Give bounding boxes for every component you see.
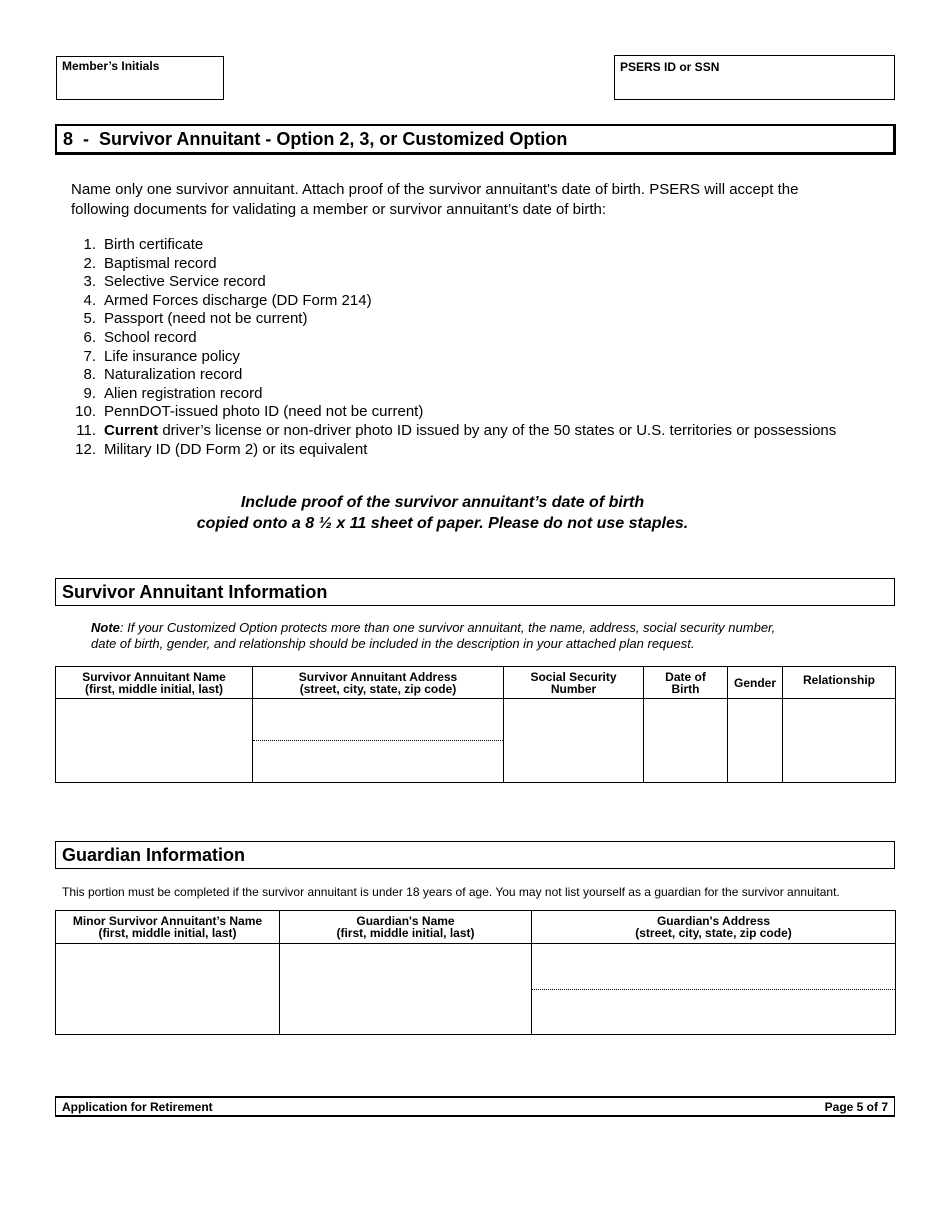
footer-form-name: Application for Retirement [62, 1099, 213, 1114]
page-footer [55, 1096, 895, 1117]
psers-id-label: PSERS ID or SSN [620, 60, 720, 74]
survivor-dob-cell[interactable] [644, 699, 728, 783]
survivor-ssn-cell[interactable] [504, 699, 644, 783]
document-list-item [70, 255, 890, 274]
col-minor-name: Minor Survivor Annuitant’s Name (first, middle initial, last) [56, 911, 280, 944]
document-list-item [70, 403, 890, 422]
accepted-documents-list [70, 236, 890, 459]
survivor-relationship-cell[interactable] [783, 699, 896, 783]
document-text: Passport (need not be current) [104, 310, 308, 328]
document-text: Alien registration record [104, 384, 263, 402]
survivor-info-title: Survivor Annuitant Information [55, 578, 895, 606]
guardian-name-cell[interactable] [280, 944, 532, 1035]
document-number: 3. [83, 273, 96, 291]
document-list-item [70, 348, 890, 367]
psers-id-box[interactable] [614, 55, 895, 100]
section-8-title: 8 - Survivor Annuitant - Option 2, 3, or Customized Option [55, 124, 896, 155]
document-number: 12. [75, 440, 96, 458]
survivor-gender-cell[interactable] [728, 699, 783, 783]
document-text: Selective Service record [104, 273, 266, 291]
guardian-info-title: Guardian Information [55, 841, 895, 869]
footer-page-number: Page 5 of 7 [824, 1099, 888, 1114]
document-text: PennDOT-issued photo ID (need not be current) [104, 403, 424, 421]
document-number: 4. [83, 291, 96, 309]
document-list-item [70, 385, 890, 404]
intro-line-1: Name only one survivor annuitant. Attach proof of the survivor annuitant's date of birth. PSERS will accept the [71, 181, 799, 198]
guardian-note: This portion must be completed if the survivor annuitant is under 18 years of age. You may not list yourself as a guardian for the survivor annuitant. [62, 885, 840, 899]
guardian-table-entry-row [56, 944, 896, 1035]
col-relationship: Relationship [783, 667, 896, 699]
col-guardian-name: Guardian's Name (first, middle initial, last) [280, 911, 532, 944]
survivor-name-cell[interactable] [56, 699, 253, 783]
document-text [96, 422, 836, 441]
document-number: 11. [76, 421, 96, 439]
document-number: 6. [83, 328, 96, 346]
survivor-address-line-2[interactable] [253, 741, 503, 782]
document-text: Armed Forces discharge (DD Form 214) [104, 291, 372, 309]
document-number: 2. [83, 254, 96, 272]
document-text-rest: driver’s license or non-driver photo ID issued by any of the 50 states or U.S. territories or possessions [158, 421, 837, 439]
survivor-table-header [56, 667, 896, 699]
document-list-item [70, 329, 890, 348]
document-text-emphasis: Current [104, 421, 159, 439]
intro-line-2: following documents for validating a member or survivor annuitant’s date of birth: [71, 200, 606, 218]
document-list-item [70, 292, 890, 311]
members-initials-box[interactable] [56, 56, 224, 100]
document-text: School record [104, 328, 197, 346]
document-list-item [70, 422, 890, 441]
survivor-table-entry-row [56, 699, 896, 783]
document-list-item [70, 273, 890, 292]
note-line-1: : If your Customized Option protects more than one survivor annuitant, the name, address, social security number, [119, 620, 776, 635]
note-line-2: date of birth, gender, and relationship should be included in the description in your attached plan request. [91, 636, 695, 651]
document-number: 9. [83, 384, 96, 402]
document-text: Military ID (DD Form 2) or its equivalent [104, 440, 368, 458]
section-8-intro [71, 180, 901, 219]
document-list-item [70, 236, 890, 255]
survivor-address-cell[interactable] [253, 699, 504, 783]
members-initials-label: Member’s Initials [62, 59, 160, 73]
proof-line-2: copied onto a 8 ½ x 11 sheet of paper. Please do not use staples. [196, 515, 689, 532]
col-gender: Gender [728, 667, 783, 699]
survivor-annuitant-table [55, 666, 896, 783]
guardian-table [55, 910, 896, 1035]
document-text: Naturalization record [104, 366, 243, 384]
guardian-address-line-1[interactable] [532, 944, 895, 990]
proof-instruction [55, 492, 830, 534]
document-text: Baptismal record [104, 254, 217, 272]
col-guardian-address: Guardian's Address (street, city, state, zip code) [532, 911, 896, 944]
col-ssn: Social Security Number [504, 667, 644, 699]
note-label: Note [91, 620, 120, 635]
document-list-item [70, 366, 890, 385]
col-survivor-name: Survivor Annuitant Name (first, middle initial, last) [56, 667, 253, 699]
document-number: 8. [83, 366, 96, 384]
document-list-item [70, 310, 890, 329]
guardian-table-header [56, 911, 896, 944]
document-number: 10. [75, 403, 96, 421]
survivor-info-note [91, 620, 891, 652]
col-survivor-address: Survivor Annuitant Address (street, city, state, zip code) [253, 667, 504, 699]
proof-line-1: Include proof of the survivor annuitant’s date of birth [240, 494, 645, 511]
col-dob: Date of Birth [644, 667, 728, 699]
survivor-address-line-1[interactable] [253, 699, 503, 741]
document-number: 5. [83, 310, 96, 328]
document-text: Life insurance policy [104, 347, 240, 365]
guardian-address-cell[interactable] [532, 944, 896, 1035]
document-number: 7. [83, 347, 96, 365]
document-text: Birth certificate [104, 236, 204, 253]
minor-name-cell[interactable] [56, 944, 280, 1035]
guardian-address-line-2[interactable] [532, 990, 895, 1035]
document-list-item [70, 441, 890, 460]
document-number: 1. [83, 236, 96, 253]
